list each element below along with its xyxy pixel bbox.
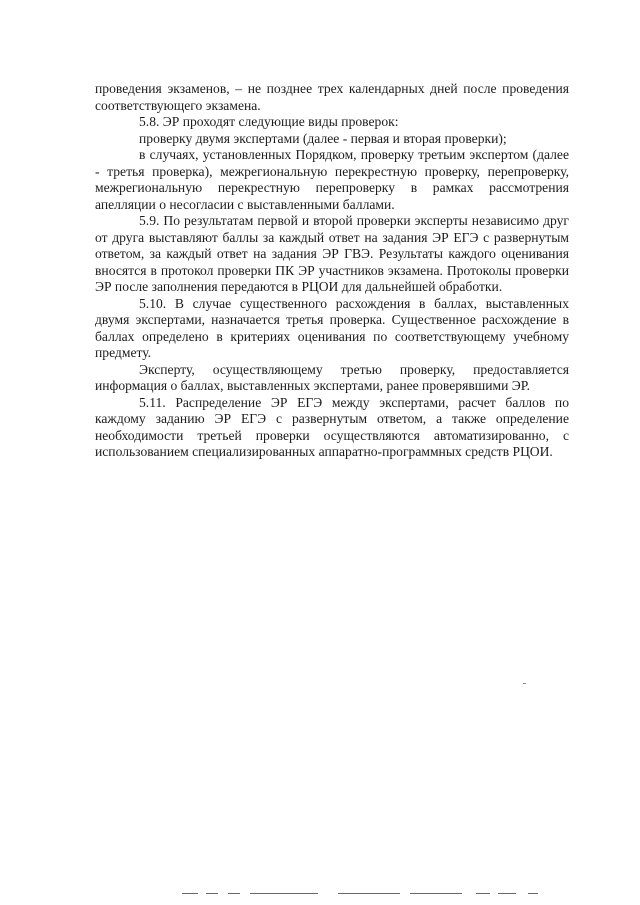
footer-scan-line: [498, 893, 516, 894]
paragraph-5-8-item-2: в случаях, установленных Порядком, проверку третьим экспертом (далее - третья проверка), межрегиональную перекрестную проверку, перепроверку, межрегиональную перекрестную перепроверку в рамках рассмотрения апелляции о несогласии с выставленными баллами.: [95, 147, 569, 212]
footer-scan-line: [338, 893, 400, 894]
document-body: [95, 81, 569, 461]
paragraph-5-8-item-1: проверку двумя экспертами (далее - первая и вторая проверки);: [139, 130, 507, 146]
footer-scan-line: [476, 893, 490, 894]
paragraph-5-11: 5.11. Распределение ЭР ЕГЭ между экспертами, расчет баллов по каждому заданию ЭР ЕГЭ с развернутым ответом, а также определение необходимости третьей проверки осуществляются автоматизированно, с использованием специализированных аппаратно-программных средств РЦОИ.: [95, 394, 569, 459]
paragraph-continuation: проведения экзаменов, – не позднее трех календарных дней после проведения соответствующего экзамена.: [95, 81, 569, 113]
footer-scan-line: [228, 893, 240, 894]
footer-scan-line: [410, 893, 462, 894]
footer-scan-line: [528, 893, 538, 894]
paragraph-5-9: 5.9. По результатам первой и второй проверки эксперты независимо друг от друга выставляют баллы за каждый ответ на задания ЭР ЕГЭ с развернутым ответом, за каждый ответ на задания ЭР ГВЭ. Результаты каждого оценивания вносятся в протокол проверки ПК ЭР участников экзамена. Протоколы проверки ЭР после заполнения передаются в РЦОИ для дальнейшей обработки.: [95, 213, 569, 294]
footer-scan-line: [206, 893, 218, 894]
footer-scan-line: [182, 893, 198, 894]
scan-artifact: [523, 683, 526, 684]
paragraph-5-10-note: Эксперту, осуществляющему третью проверку, предоставляется информация о баллах, выставленных экспертами, ранее проверявшими ЭР.: [95, 361, 569, 393]
footer-scan-line: [250, 893, 318, 894]
paragraph-5-8: 5.8. ЭР проходят следующие виды проверок:: [139, 114, 399, 129]
paragraph-5-10: 5.10. В случае существенного расхождения в баллах, выставленных двумя экспертами, назначается третья проверка. Существенное расхождение в баллах определено в критериях оценивания по соответствующему учебному предмету.: [95, 295, 569, 360]
